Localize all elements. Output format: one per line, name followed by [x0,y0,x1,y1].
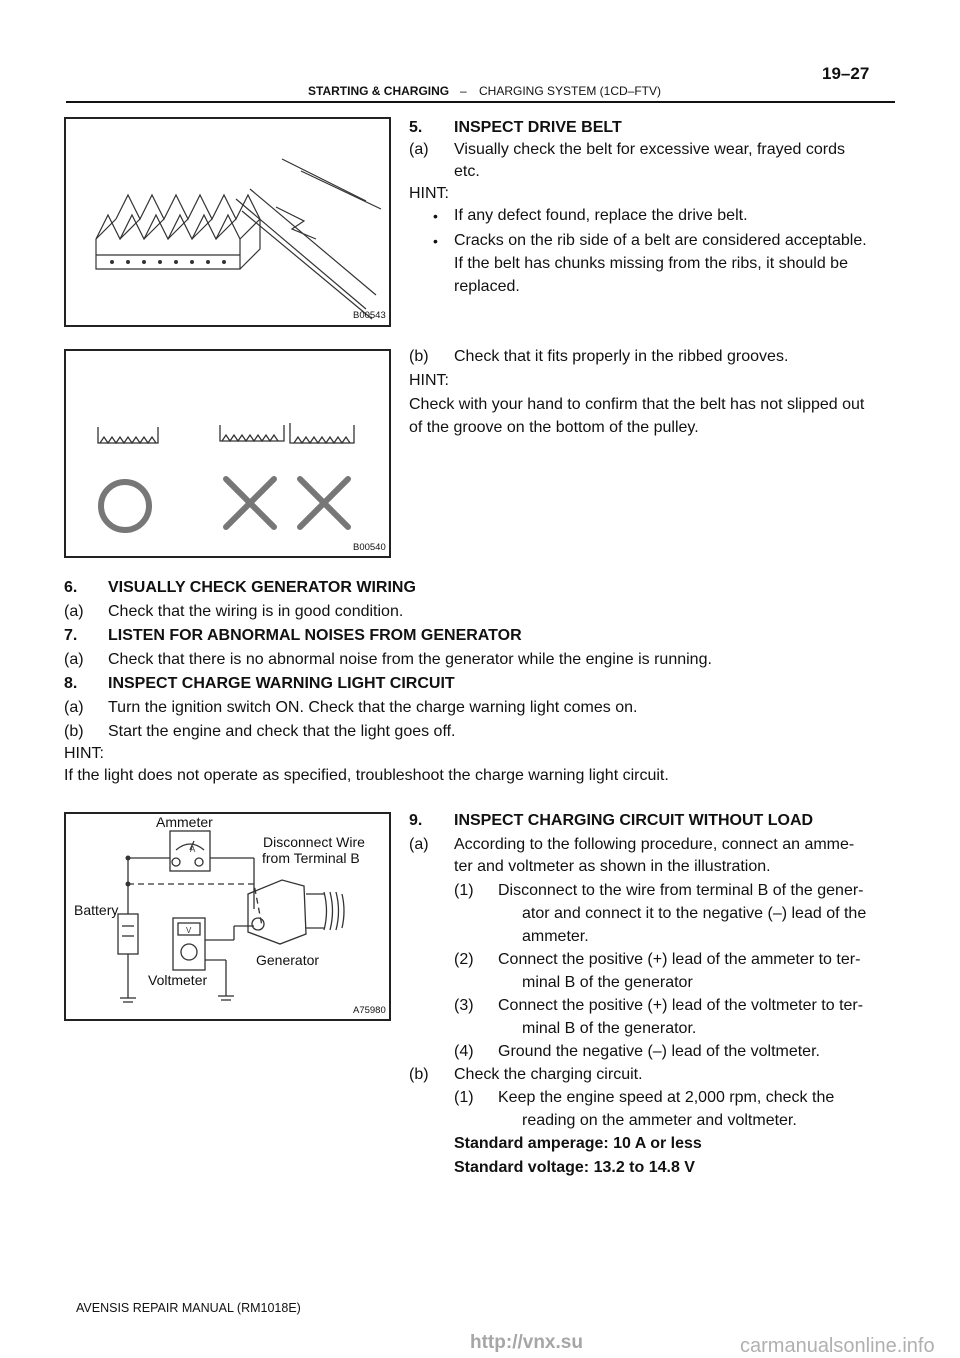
step5-bullet1: If any defect found, replace the drive belt. [454,207,748,224]
step9-s1-marker: (1) [454,882,474,899]
belt-wear-illustration [66,119,389,325]
step5-b-text: Check that it fits properly in the ribbed grooves. [454,348,789,365]
step9-s3-line1: Connect the positive (+) lead of the voltmeter to ter- [498,997,864,1014]
step9-a-marker: (a) [409,836,429,853]
step9-number: 9. [409,812,423,829]
label-battery: Battery [74,902,119,918]
standard-amperage: Standard amperage: 10 A or less [454,1135,702,1152]
step9-b1-marker: (1) [454,1089,474,1106]
step6-a-text: Check that the wiring is in good condition. [108,603,404,620]
step5-hint2-line1: Check with your hand to confirm that the belt has not slipped out [409,396,865,413]
step7-title: LISTEN FOR ABNORMAL NOISES FROM GENERATOR [108,627,522,644]
step5-a-line1: Visually check the belt for excessive wear, frayed cords [454,141,845,158]
step8-a-text: Turn the ignition switch ON. Check that the charge warning light comes on. [108,699,638,716]
label-ammeter: Ammeter [156,814,213,830]
standard-voltage: Standard voltage: 13.2 to 14.8 V [454,1159,695,1176]
step5-bullet2-line3: replaced. [454,278,520,295]
page-number: 19–27 [822,64,870,83]
step9-s2-line2: minal B of the generator [522,974,693,991]
voltmeter-symbol: V [186,926,192,935]
footer-manual-id: AVENSIS REPAIR MANUAL (RM1018E) [76,1301,301,1315]
figure-drive-belt-wear [64,117,391,327]
header-rule [66,101,895,103]
step9-b1-line2: reading on the ammeter and voltmeter. [522,1112,797,1129]
step8-b-text: Start the engine and check that the light goes off. [108,723,456,740]
figure-code: A75980 [353,1005,386,1016]
step5-hint-label: HINT: [409,185,449,202]
step9-s4-text: Ground the negative (–) lead of the voltmeter. [498,1043,820,1060]
step9-s2-marker: (2) [454,951,474,968]
step8-number: 8. [64,675,78,692]
step9-b-marker: (b) [409,1066,429,1083]
step8-b-marker: (b) [64,723,84,740]
step5-a-line2: etc. [454,163,480,180]
step8-title: INSPECT CHARGE WARNING LIGHT CIRCUIT [108,675,455,692]
step6-title: VISUALLY CHECK GENERATOR WIRING [108,579,416,596]
step8-hint-label: HINT: [64,745,104,762]
bullet-dot: • [433,208,438,224]
step7-a-marker: (a) [64,651,84,668]
label-voltmeter: Voltmeter [148,972,208,988]
step8-hint-text: If the light does not operate as specified, troubleshoot the charge warning light circuit. [64,767,669,784]
step5-title: INSPECT DRIVE BELT [454,119,622,136]
step9-s1-line1: Disconnect to the wire from terminal B of the gener- [498,882,864,899]
step6-number: 6. [64,579,78,596]
step9-s2-line1: Connect the positive (+) lead of the ammeter to ter- [498,951,861,968]
figure-code: B00543 [353,310,386,321]
step9-a-line2: ter and voltmeter as shown in the illustration. [454,858,771,875]
step9-s1-line2: ator and connect it to the negative (–) lead of the [522,905,867,922]
step5-a-marker: (a) [409,141,429,158]
step5-bullet2-line1: Cracks on the rib side of a belt are considered acceptable. [454,232,867,249]
header-section: STARTING & CHARGING [308,84,450,98]
step5-hint2-label: HINT: [409,372,449,389]
step5-number: 5. [409,119,423,136]
label-disconnect-line2: from Terminal B [262,850,360,866]
step5-b-marker: (b) [409,348,429,365]
figure-belt-groove-fit [64,349,391,558]
step7-a-text: Check that there is no abnormal noise from the generator while the engine is running. [108,651,712,668]
ammeter-symbol: A [190,845,196,854]
bullet-dot: • [433,233,438,249]
step6-a-marker: (a) [64,603,84,620]
step9-s1-line3: ammeter. [522,928,589,945]
step5-bullet2-line2: If the belt has chunks missing from the ribs, it should be [454,255,848,272]
step9-a-line1: According to the following procedure, connect an amme- [454,836,855,853]
step5-hint2-line2: of the groove on the bottom of the pulley. [409,419,699,436]
label-disconnect-line1: Disconnect Wire [263,834,365,850]
watermark-site: carmanualsonline.info [740,1335,935,1357]
figure-charging-circuit [64,812,391,1021]
header-separator: – [460,84,467,98]
step9-b1-line1: Keep the engine speed at 2,000 rpm, check the [498,1089,835,1106]
label-generator: Generator [256,952,320,968]
step9-s3-marker: (3) [454,997,474,1014]
step8-a-marker: (a) [64,699,84,716]
header-subsection: CHARGING SYSTEM (1CD–FTV) [479,84,662,98]
step9-title: INSPECT CHARGING CIRCUIT WITHOUT LOAD [454,812,814,829]
step7-number: 7. [64,627,78,644]
step9-b-text: Check the charging circuit. [454,1066,643,1083]
step9-s4-marker: (4) [454,1043,474,1060]
watermark-link[interactable]: http://vnx.su [470,1332,583,1353]
step9-s3-line2: minal B of the generator. [522,1020,697,1037]
figure-code: B00540 [353,542,386,553]
belt-groove-illustration [66,351,389,556]
